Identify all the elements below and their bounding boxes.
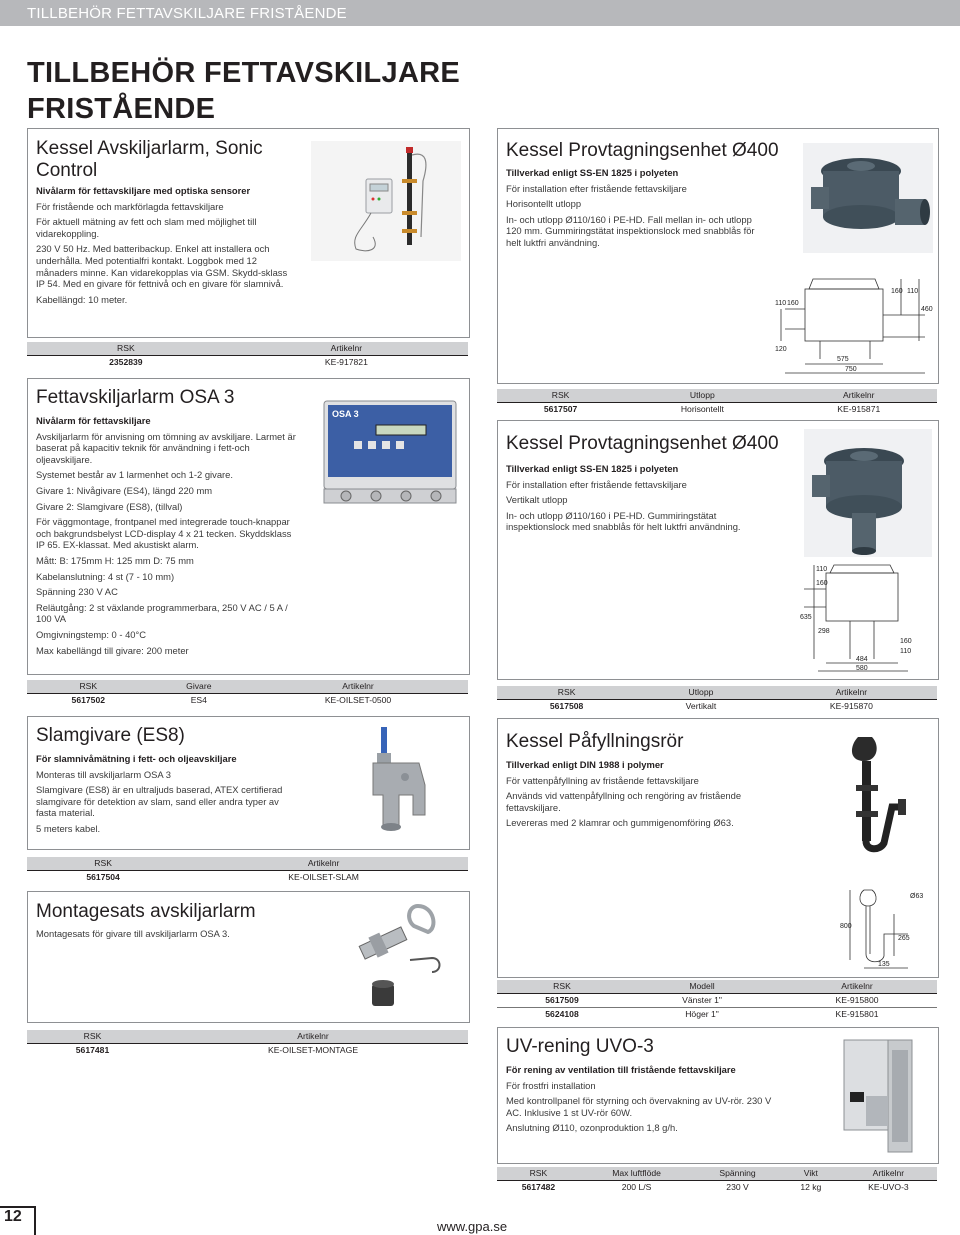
page-number-divider bbox=[34, 1206, 36, 1235]
website-url[interactable]: www.gpa.se bbox=[437, 1219, 508, 1234]
sonic-table: RSK Artikelnr 2352839 KE-917821 bbox=[27, 342, 468, 369]
svg-text:OSA 3: OSA 3 bbox=[332, 409, 359, 419]
svg-text:110: 110 bbox=[900, 648, 912, 655]
product-title: Kessel Provtagningsenhet Ø400 bbox=[506, 140, 779, 161]
product-title: UV-rening UVO-3 bbox=[506, 1036, 654, 1057]
slam-table: RSK Artikelnr 5617504 KE-OILSET-SLAM bbox=[27, 857, 468, 884]
product-description: Montagesats för givare till avskiljarlarm OSA 3. bbox=[36, 928, 230, 939]
svg-text:750: 750 bbox=[845, 366, 857, 373]
uvo-table: RSK Max luftflöde Spänning Vikt Artikelnr 5617482 200 L/S 230 V 12 kg KE-UVO-3 bbox=[497, 1167, 937, 1194]
svg-text:460: 460 bbox=[921, 306, 933, 313]
table-row: 5617509 Vänster 1" KE-915800 bbox=[497, 994, 937, 1008]
filling-pipe-image bbox=[828, 727, 928, 857]
sampling-unit-horizontal-drawing bbox=[775, 269, 935, 379]
table-row: 5617482 200 L/S 230 V 12 kg KE-UVO-3 bbox=[497, 1181, 937, 1195]
sonic-control-image bbox=[311, 141, 461, 261]
product-sonic-control bbox=[27, 128, 470, 338]
svg-text:120: 120 bbox=[775, 346, 787, 353]
svg-text:135: 135 bbox=[878, 961, 890, 968]
product-description: För slamnivåmätning i fett- och oljeavskiljare Monteras till avskiljarlarm OSA 3 Slamgivare (ES8) är en ultraljuds baserad, ATEX certifierad slamgivare för detektion av slam, sand eller andra typer av fasta material. 5 meters kabel. bbox=[36, 753, 283, 834]
table-row: 5617508 Vertikalt KE-915870 bbox=[497, 700, 937, 714]
svg-text:298: 298 bbox=[818, 628, 830, 635]
svg-text:160: 160 bbox=[816, 580, 828, 587]
running-header bbox=[0, 0, 960, 26]
svg-text:110: 110 bbox=[775, 300, 787, 307]
svg-text:110: 110 bbox=[907, 288, 919, 295]
sampling-unit-vertical-image bbox=[804, 429, 932, 557]
table-row: 5617504 KE-OILSET-SLAM bbox=[27, 871, 468, 885]
osa-table: RSK Givare Artikelnr 5617502 ES4 KE-OILSET-0500 bbox=[27, 680, 468, 707]
osa3-device-image bbox=[318, 393, 463, 508]
product-title: Montagesats avskiljarlarm bbox=[36, 901, 256, 922]
product-title: Kessel Påfyllningsrör bbox=[506, 731, 684, 752]
product-provtagning-vertikal bbox=[497, 420, 939, 680]
product-title: Kessel Provtagningsenhet Ø400 bbox=[506, 433, 779, 454]
svg-text:580: 580 bbox=[856, 665, 868, 672]
product-pafyllningsror bbox=[497, 718, 939, 978]
table-row: 5617481 KE-OILSET-MONTAGE bbox=[27, 1044, 468, 1058]
table-row: 5617502 ES4 KE-OILSET-0500 bbox=[27, 694, 468, 708]
product-uvo3 bbox=[497, 1027, 939, 1164]
table-row: 5624108 Höger 1" KE-915801 bbox=[497, 1008, 937, 1022]
product-slamgivare bbox=[27, 716, 470, 850]
page-title: TILLBEHÖR FETTAVSKILJARE FRISTÅENDE bbox=[27, 57, 461, 125]
svg-text:160: 160 bbox=[900, 638, 912, 645]
product-description: Nivålarm för fettavskiljare Avskiljarlarm för anvisning om tömning av avskiljare. Larmet är baserat på kapacitiv teknik för användning i fett-och oljeavskiljare. Systemet består av 1 larmenhet och 1-2 givare. Givare 1: Nivågivare (ES4), längd 220 mm Givare 2: Slamgivare (ES8), (tillval) För väggmontage, frontpanel med integrerade touch-knappar och bakgrundsbelyst LCD-display 4 x 21 tecken. Skyddsklass IP 65. EX-klassat. Med akustiskt alarm. Mått: B: 175mm H: 125 mm D: 75 mm Kabelanslutning: 4 st (7 - 10 mm) Spänning 230 V AC Reläutgång: 2 st växlande programmerbara, 250 V AC / 5 A / 100 VA Omgivningstemp: 0 - 40°C Max kabellängd till givare: 200 meter bbox=[36, 415, 296, 656]
svg-text:265: 265 bbox=[898, 935, 910, 942]
product-description: Nivålarm för fettavskiljare med optiska sensorer För fristående och markförlagda fettavskiljare För aktuell mätning av fett och slam med möjlighet till vidarekoppling. 230 V 50 Hz. Med batteribackup. Enkel att installera och underhålla. Med potentialfri kontakt. Loggbok med 12 månaders minne. Kan vidarekopplas via GSM. Skydd-sklass IP 54. Med en givare för fettnivå och en givare för slamnivå. Kabellängd: 10 meter. bbox=[36, 185, 288, 305]
sludge-sensor-image bbox=[363, 725, 443, 843]
svg-text:575: 575 bbox=[837, 356, 849, 363]
sampling-unit-vertical-drawing bbox=[798, 559, 930, 677]
product-description: Tillverkad enligt SS-EN 1825 i polyeten För installation efter fristående fettavskiljare Horisontellt utlopp In- och utlopp Ø110/160 i PE-HD. Fall mellan in- och utlopp 120 mm. Gummiringstätat inspektionslock med snabblås för helt luktfri användning. bbox=[506, 167, 755, 248]
running-title: TILLBEHÖR FETTAVSKILJARE FRISTÅENDE bbox=[27, 5, 347, 22]
svg-text:484: 484 bbox=[856, 656, 868, 663]
svg-text:635: 635 bbox=[800, 614, 812, 621]
filling-pipe-drawing bbox=[838, 884, 933, 974]
page-number: 12 bbox=[0, 1206, 34, 1235]
product-montagesats bbox=[27, 891, 470, 1023]
prov1-table: RSK Utlopp Artikelnr 5617507 Horisontellt KE-915871 bbox=[497, 389, 937, 416]
pafyll-table: RSK Modell Artikelnr 5617509 Vänster 1" KE-915800 5624108 Höger 1" KE-915801 bbox=[497, 980, 937, 1021]
svg-text:160: 160 bbox=[787, 300, 799, 307]
product-description: För rening av ventilation till fristående fettavskiljare För frostfri installation Med kontrollpanel för styrning och övervakning av UV-rör. 230 V AC. Inklusive 1 st UV-rör 60W. Anslutning Ø110, ozonproduktion 1,8 g/h. bbox=[506, 1064, 772, 1134]
product-title: Fettavskiljarlarm OSA 3 bbox=[36, 387, 235, 408]
product-osa3 bbox=[27, 378, 470, 675]
product-title: Slamgivare (ES8) bbox=[36, 725, 185, 746]
svg-text:110: 110 bbox=[816, 566, 828, 573]
product-description: Tillverkad enligt DIN 1988 i polymer För vattenpåfyllning av fristående fettavskiljare Används vid vattenpåfyllning och rengöring av fristående fettavskiljare. Levereras med 2 klamrar och gummigenomföring Ø63. bbox=[506, 759, 742, 829]
svg-text:160: 160 bbox=[891, 288, 903, 295]
product-description: Tillverkad enligt SS-EN 1825 i polyeten För installation efter fristående fettavskiljare Vertikalt utlopp In- och utlopp Ø110/160 i PE-HD. Gummiringstätat inspektionslock med snabblås för helt luktfri användning. bbox=[506, 463, 741, 533]
table-row: 5617507 Horisontellt KE-915871 bbox=[497, 403, 937, 417]
sampling-unit-horizontal-image bbox=[803, 143, 933, 253]
uv-unit-image bbox=[840, 1034, 920, 1158]
mounting-kit-image bbox=[348, 898, 458, 1018]
montage-table: RSK Artikelnr 5617481 KE-OILSET-MONTAGE bbox=[27, 1030, 468, 1057]
product-title: Kessel Avskiljarlarm, Sonic Control bbox=[36, 138, 263, 181]
prov2-table: RSK Utlopp Artikelnr 5617508 Vertikalt KE-915870 bbox=[497, 686, 937, 713]
product-provtagning-horisontell bbox=[497, 128, 939, 384]
svg-text:Ø63: Ø63 bbox=[910, 893, 924, 900]
svg-text:800: 800 bbox=[840, 923, 852, 930]
table-row: 2352839 KE-917821 bbox=[27, 356, 468, 370]
